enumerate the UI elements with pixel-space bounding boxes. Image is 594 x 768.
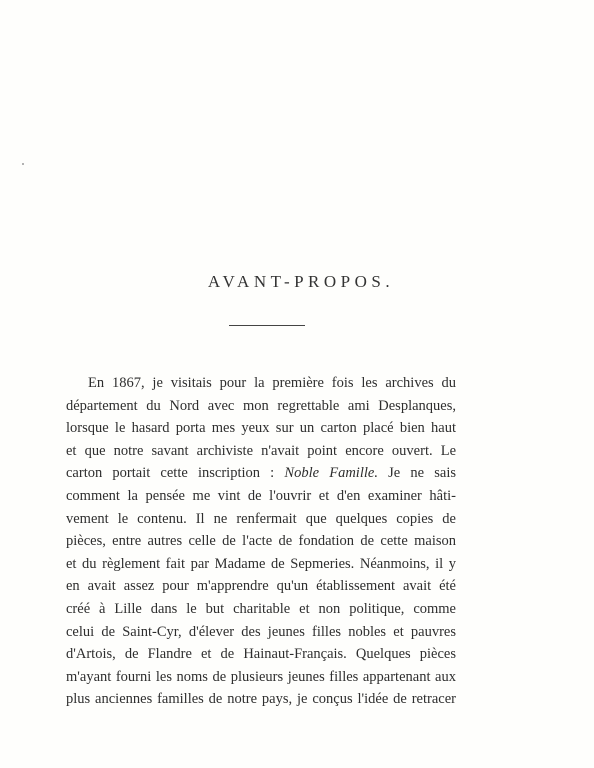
text-line: pièces, entre autres celle de l'acte de fondation de cette maison [66,533,456,550]
text-line-start: carton portait cette inscription : [66,465,275,482]
text-line: En 1867, je visitais pour la première fois les archives du [88,375,456,391]
text-line-end: Je ne sais [388,465,457,482]
text-line: créé à Lille dans le but charitable et non politique, comme [66,600,456,617]
text-line: lorsque le hasard porta mes yeux sur un carton placé bien haut [66,420,456,437]
body-paragraph [66,372,456,711]
text-line: et que notre savant archiviste n'avait point encore ouvert. Le [66,442,456,459]
text-line: d'Artois, de Flandre et de Hainaut-Français. Quelques pièces [66,646,456,663]
text-line: et du règlement fait par Madame de Sepmeries. Néanmoins, il y [66,555,456,572]
text-line: vement le contenu. Il ne renfermait que quelques copies de [66,510,456,527]
text-line: m'ayant fourni les noms de plusieurs jeunes filles appartenant aux [66,668,456,685]
text-line: plus anciennes familles de notre pays, je conçus l'idée de retracer [66,691,456,708]
page-title: AVANT-PROPOS. [207,272,395,291]
text-line: celui de Saint-Cyr, d'élever des jeunes filles nobles et pauvres [66,623,456,640]
text-line: département du Nord avec mon regrettable ami Desplanques, [66,397,456,414]
inscription-italic: Noble Famille. [284,465,378,482]
paper-speck [22,163,24,165]
text-line: en avait assez pour m'apprendre qu'un établissement avait été [66,578,456,595]
title-divider [229,325,305,326]
text-line-with-inscription [66,462,456,485]
text-line: comment la pensée me vint de l'ouvrir et d'en examiner hâti- [66,487,456,504]
